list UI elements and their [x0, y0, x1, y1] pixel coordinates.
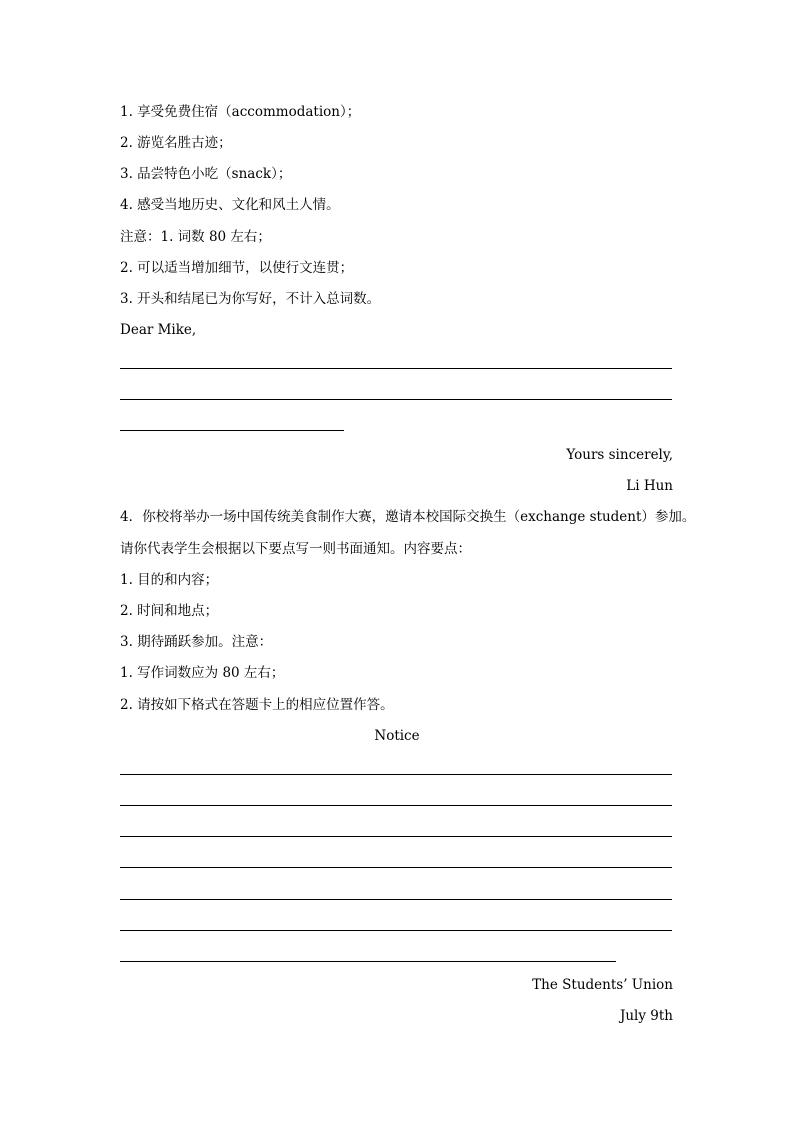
answer-line [120, 836, 672, 837]
answer-line [120, 399, 672, 400]
letter-greeting: Dear Mike, [120, 322, 197, 338]
notice-date: July 9th [619, 1008, 673, 1024]
answer-line [120, 368, 672, 369]
note-3: 3. 开头和结尾已为你写好，不计入总词数。 [120, 291, 381, 307]
notice-title: Notice [374, 728, 420, 744]
task-point-2: 2. 时间和地点； [120, 603, 219, 619]
answer-line [120, 961, 616, 962]
task-note-1: 1. 写作词数应为 80 左右； [120, 665, 285, 681]
answer-line [120, 867, 672, 868]
content-point-4: 4. 感受当地历史、文化和风土人情。 [120, 197, 340, 213]
content-point-1: 1. 享受免费住宿（accommodation）； [120, 104, 361, 120]
answer-line [120, 774, 672, 775]
answer-line [120, 899, 672, 900]
content-point-3: 3. 品尝特色小吃（snack）； [120, 166, 292, 182]
content-point-2: 2. 游览名胜古迹； [120, 135, 232, 151]
note-2: 2. 可以适当增加细节，以使行文连贯； [120, 260, 354, 276]
task-instruction: 请你代表学生会根据以下要点写一则书面通知。内容要点： [120, 541, 471, 557]
task-description: 4．你校将举办一场中国传统美食制作大赛，邀请本校国际交换生（exchange student）参加。 [120, 509, 696, 525]
letter-signature: Li Hun [626, 478, 673, 494]
notice-sender: The Students’ Union [532, 977, 673, 993]
task-point-3: 3. 期待踊跃参加。注意： [120, 634, 273, 650]
answer-line [120, 805, 672, 806]
task-note-2: 2. 请按如下格式在答题卡上的相应位置作答。 [120, 697, 394, 713]
note-1: 注意：1. 词数 80 左右； [120, 229, 271, 245]
letter-closing: Yours sincerely, [566, 447, 673, 463]
answer-line [120, 930, 672, 931]
answer-line [120, 430, 344, 431]
task-point-1: 1. 目的和内容； [120, 572, 219, 588]
